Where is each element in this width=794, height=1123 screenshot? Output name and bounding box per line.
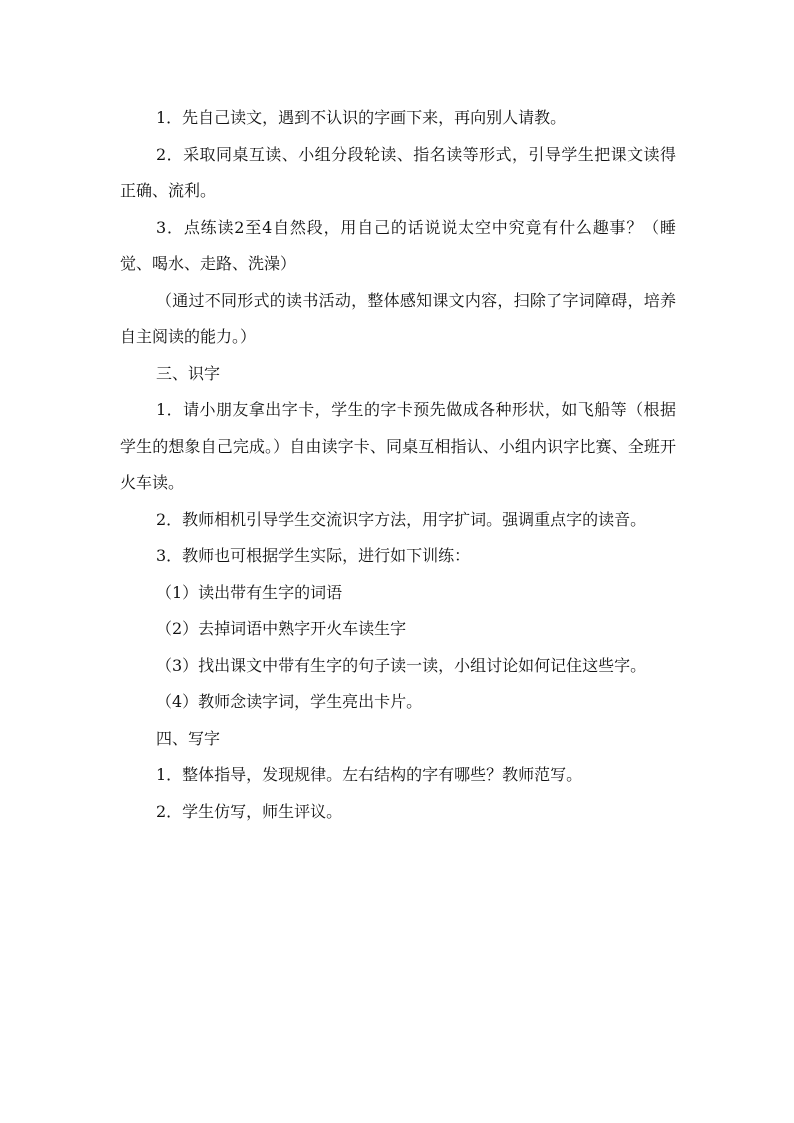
paragraph-reading-note: （通过不同形式的读书活动，整体感知课文内容，扫除了字词障碍，培养自主阅读的能力。） — [120, 290, 676, 346]
document-body — [120, 100, 676, 830]
paragraph-imitation-writing: 2．学生仿写，师生评议。 — [156, 801, 343, 821]
section-heading-literacy: 三、识字 — [156, 363, 221, 383]
training-item-2: （2）去掉词语中熟字开火车读生字 — [156, 619, 407, 638]
training-item-1: （1）读出带有生字的词语 — [156, 582, 343, 602]
paragraph-literacy-methods: 2．教师相机引导学生交流识字方法，用字扩词。强调重点字的读音。 — [156, 509, 647, 529]
paragraph-training-intro: 3．教师也可根据学生实际，进行如下训练： — [156, 546, 471, 565]
paragraph-writing-guidance: 1．整体指导，发现规律。左右结构的字有哪些？教师范写。 — [156, 765, 583, 784]
section-heading-writing: 四、写字 — [156, 728, 221, 748]
paragraph-group-reading: 2．采取同桌互读、小组分段轮读、指名读等形式，引导学生把课文读得正确、流利。 — [120, 144, 676, 200]
paragraph-read-alone: 1．先自己读文，遇到不认识的字画下来，再向别人请教。 — [156, 108, 567, 127]
paragraph-word-cards: 1．请小朋友拿出字卡，学生的字卡预先做成各种形状，如飞船等（根据学生的想象自己完成。）自由读字卡、同桌互相指认、小组内识字比赛、全班开火车读。 — [120, 400, 676, 492]
training-item-3: （3）找出课文中带有生字的句子读一读，小组讨论如何记住这些字。 — [156, 655, 647, 675]
training-item-4: （4）教师念读字词，学生亮出卡片。 — [156, 692, 423, 711]
paragraph-practice-reading: 3．点练读2至4自然段，用自己的话说说太空中究竟有什么趣事？（睡觉、喝水、走路、洗澡） — [120, 217, 676, 273]
